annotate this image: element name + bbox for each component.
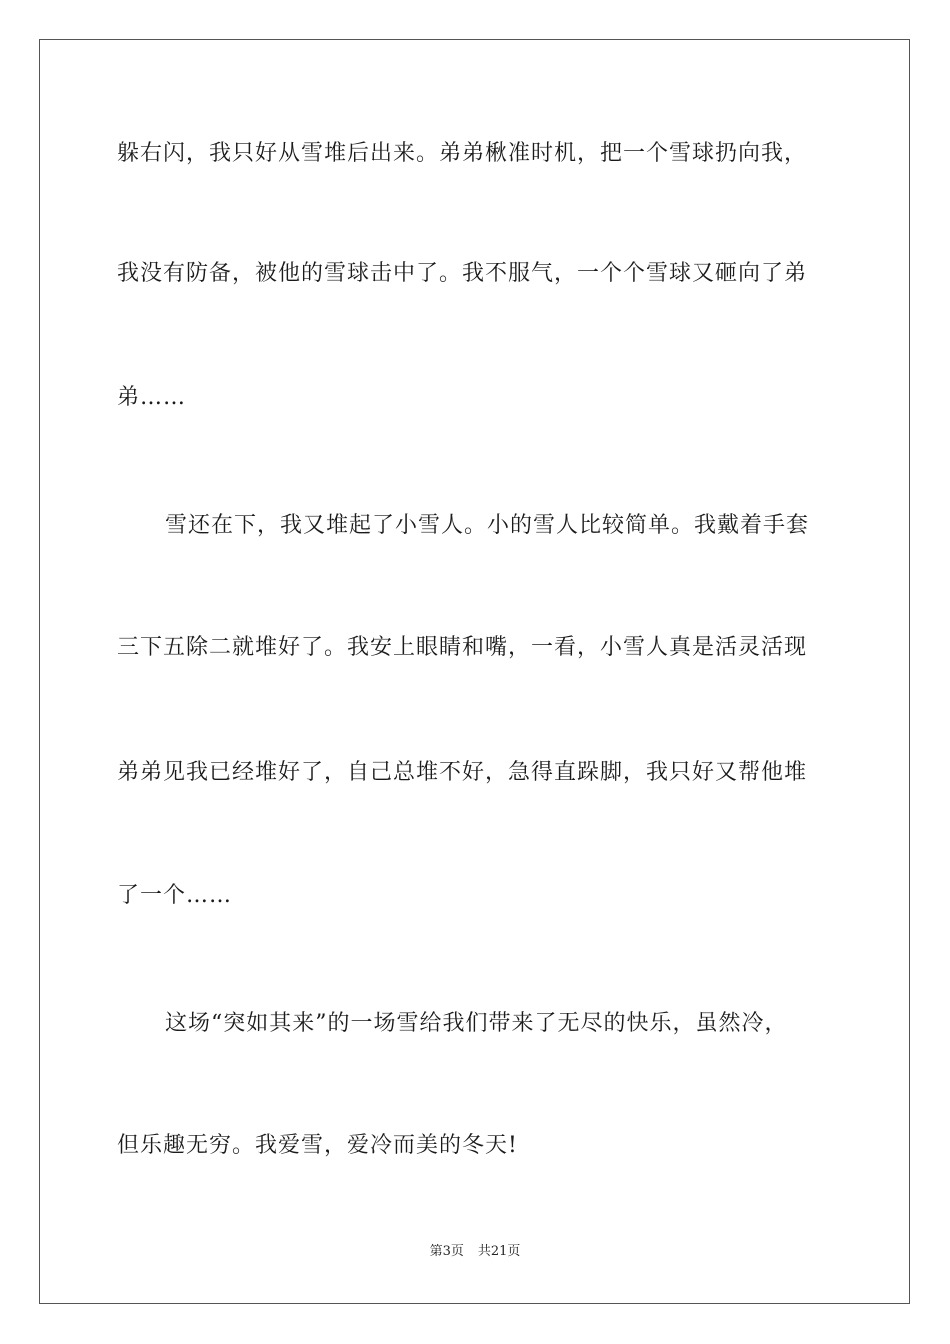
text-line-9: 但乐趣无穷。我爱雪，爱冷而美的冬天! — [117, 1133, 518, 1158]
text-line-8: 这场“突如其来”的一场雪给我们带来了无尽的快乐，虽然冷， — [165, 1011, 788, 1036]
text-line-1: 躲右闪，我只好从雪堆后出来。弟弟楸准时机，把一个雪球扔向我， — [117, 141, 808, 166]
text-line-5: 三下五除二就堆好了。我安上眼睛和嘴，一看，小雪人真是活灵活现 — [117, 635, 808, 660]
text-line-7: 了一个…… — [117, 883, 233, 908]
page-footer — [0, 1243, 950, 1261]
page-number: 第3页 — [429, 1244, 464, 1259]
page-frame — [39, 39, 910, 1304]
text-line-4: 雪还在下，我又堆起了小雪人。小的雪人比较简单。我戴着手套 — [165, 513, 810, 538]
page-total: 共21页 — [477, 1244, 521, 1259]
text-line-3: 弟…… — [117, 385, 187, 410]
text-line-6: 弟弟见我已经堆好了，自己总堆不好，急得直跺脚，我只好又帮他堆 — [117, 760, 808, 785]
text-line-2: 我没有防备，被他的雪球击中了。我不服气，一个个雪球又砸向了弟 — [117, 261, 808, 286]
